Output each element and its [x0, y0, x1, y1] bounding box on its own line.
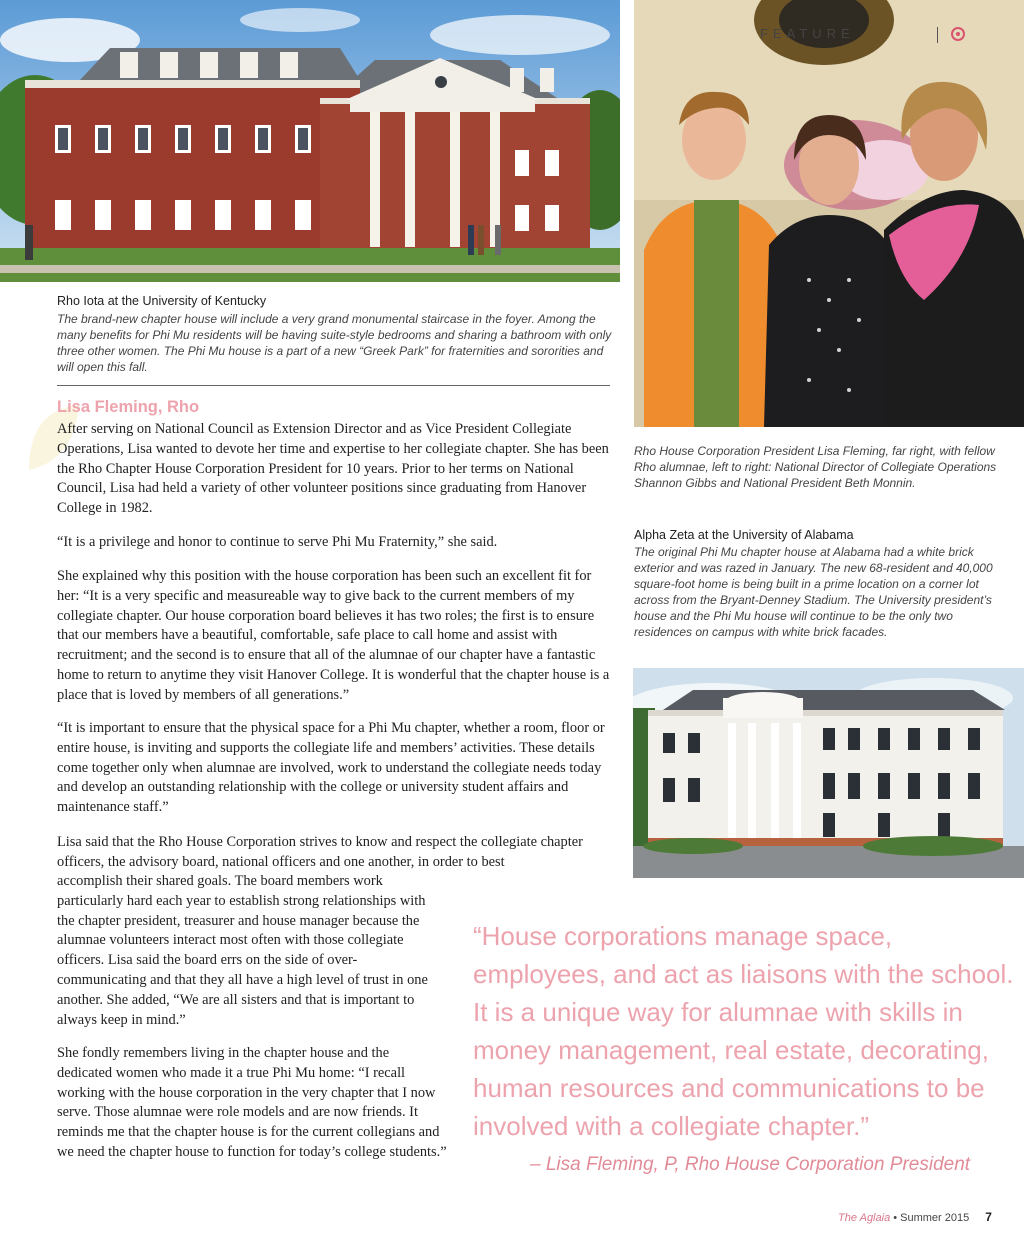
alabama-chapter-house-image [633, 668, 1024, 878]
article-paragraph-4: “It is important to ensure that the physical space for a Phi Mu chapter, whether a room, floor or entire house, is inviting and supports the collegiate life and members’ activities. These details come together only when alumnae are involved, work to understand the collegiate needs today and develop an outstanding relationship with the college or university student affairs and maintenance staff.” [57, 720, 605, 816]
article-paragraph-5-continued: accomplish their shared goals. The board members work particularly hard each year to establish strong relationships with the chapter president, treasurer and house manager because the alumnae volunteers interact most often with those collegiate officers. Lisa said the board errs on the side of over-communicating and that they all have a high level of trust in one another. She added, “We are all sisters and that is important to always keep in mind.” [57, 873, 428, 1028]
pull-quote: “House corporations manage space, employees, and act as liaisons with the school. It is a unique way for alumnae with skills in money management, real estate, decorating, human resources and communications to be involved with a collegiate chapter.” [473, 921, 1014, 1141]
article-paragraph-5-start: Lisa said that the Rho House Corporation strives to know and respect the collegiate chapter officers, the advisory board, national officers and one another, in order to best [57, 834, 583, 870]
magazine-name: The Aglaia [838, 1212, 891, 1224]
article-paragraph-1: After serving on National Council as Extension Director and as Vice President Collegiate Operations, Lisa wanted to devote her time and expertise to her collegiate chapter. She has been the Rho Chapter House Corporation President for 10 years. Prior to her terms on National Council, Lisa had held a variety of other volunteer positions since graduating from Hanover College in 1982. [57, 421, 609, 517]
page-number: 7 [985, 1210, 992, 1224]
section-label: FEATURE [760, 26, 855, 41]
issue-date: Summer 2015 [900, 1212, 970, 1224]
kentucky-caption-title: Rho Iota at the University of Kentucky [57, 294, 267, 308]
article-paragraph-2: “It is a privilege and honor to continue to serve Phi Mu Fraternity,” she said. [57, 534, 498, 550]
footer-separator: • [890, 1212, 901, 1224]
pull-quote-attribution: – Lisa Fleming, P, Rho House Corporation President [530, 1154, 971, 1175]
rho-alumnae-photo [634, 0, 1024, 427]
portrait-caption-text: Rho House Corporation President Lisa Fleming, far right, with fellow Rho alumnae, left to right: National Director of Collegiate Operations Shannon Gibbs and National President Beth Monnin. [634, 444, 997, 490]
article-paragraph-6: She fondly remembers living in the chapter house and the dedicated women who made it a true Phi Mu home: “I recall working with the house corporation in the very chapter that I now serve. Those alumnae were role models and are now friends. It reminds me that the chapter house is for the current collegians and we need the chapter house to function for today’s college students.” [57, 1045, 447, 1160]
kentucky-caption-text: The brand-new chapter house will include a very grand monumental staircase in the foyer. Among the many benefits for Phi Mu residents will be having suite-style bedrooms and sharing a bathroom with only three other women. The Phi Mu house is a part of a new “Greek Park” for fraternities and sororities and will open this fall. [57, 312, 612, 374]
phi-mu-flower-icon [950, 26, 966, 42]
article-heading: Lisa Fleming, Rho [57, 398, 200, 416]
section-divider [57, 385, 610, 386]
page-footer [838, 1210, 992, 1224]
alabama-caption-text: The original Phi Mu chapter house at Alabama had a white brick exterior and was razed in January. The new 68-resident and 40,000 square-foot home is being built in a prime location on a corner lot across from the Bryant-Denney Stadium. The University president’s house and the Phi Mu house will continue to be the only two residences on campus with white brick facades. [634, 545, 993, 639]
alabama-caption-title: Alpha Zeta at the University of Alabama [634, 528, 854, 542]
label-divider [937, 27, 938, 43]
kentucky-chapter-house-image [0, 0, 620, 282]
article-paragraph-3: She explained why this position with the house corporation has been such an excellent fit for her: “It is a very specific and measureable way to give back to the current members of my collegiate chapter. Our house corporation board believes it has two roles; the first is to ensure that our members have a beautiful, comfortable, safe place to call home and assist with recruitment; and the second is to ensure that all of the alumnae of our chapter have a fantastic home to return to anytime they visit Hanover College. It is wonderful that the chapter house is a place that is loved by members of all generations.” [57, 568, 610, 703]
